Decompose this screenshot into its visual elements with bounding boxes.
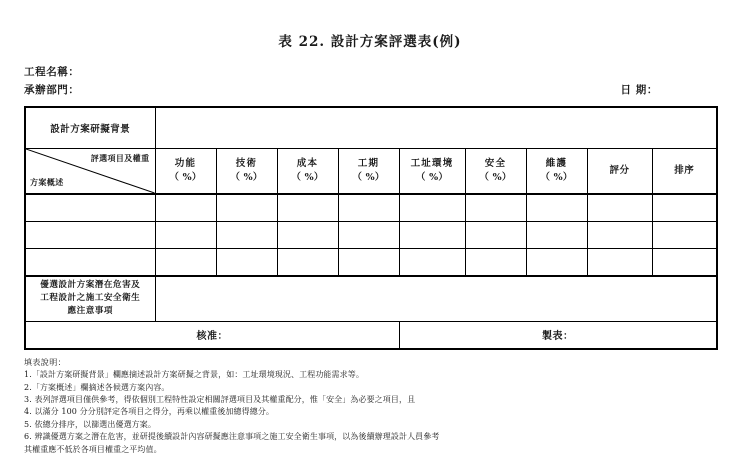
row-cell[interactable] [526, 248, 587, 276]
row-cell[interactable] [216, 221, 277, 248]
row-cell[interactable] [526, 221, 587, 248]
column-name: 工址環境 [410, 158, 454, 170]
row-cell[interactable] [587, 248, 652, 276]
project-name-row [24, 64, 716, 81]
column-header-row [25, 148, 717, 194]
row-cell[interactable] [216, 194, 277, 222]
row-scheme-cell[interactable] [25, 248, 155, 276]
page-title: 表 22. 設計方案評選表(例) [278, 34, 462, 50]
column-header-duration [338, 148, 399, 194]
row-cell[interactable] [399, 194, 465, 222]
column-name: 工期 [357, 158, 380, 170]
row-cell[interactable] [465, 221, 526, 248]
corner-bottom-label: 方案概述 [30, 176, 64, 187]
project-name-label: 工程名稱： [24, 66, 80, 79]
hazard-value[interactable] [155, 276, 717, 322]
department-date-row [24, 82, 716, 99]
row-cell[interactable] [338, 248, 399, 276]
note-item-2: 2.「方案概述」欄摘述各候選方案內容。 [24, 382, 170, 392]
background-label: 設計方案研擬背景 [25, 107, 155, 149]
table-row [25, 221, 717, 248]
row-scheme-cell[interactable] [25, 221, 155, 248]
column-name: 安全 [484, 158, 507, 170]
column-name: 技術 [235, 158, 258, 170]
background-value[interactable] [155, 107, 717, 149]
hazard-label-line3: 應注意事項 [67, 306, 113, 317]
hazard-row [25, 276, 717, 322]
column-percent: （ %） [540, 171, 573, 183]
column-percent: （ %） [291, 171, 324, 183]
note-item-1: 1.「設計方案研擬背景」欄應摘述設計方案研擬之背景，如：工址環境現況、工程功能需求等。 [24, 370, 364, 380]
evaluation-table [24, 106, 718, 350]
column-percent: （ %） [479, 171, 512, 183]
corner-diagonal-cell [25, 148, 155, 194]
department-label: 承辦部門： [24, 83, 80, 96]
row-cell[interactable] [216, 248, 277, 276]
date-label: 日 期： [620, 83, 658, 96]
column-header-site-environment [399, 148, 465, 194]
signature-row [25, 321, 717, 349]
row-cell[interactable] [155, 194, 216, 222]
row-cell[interactable] [652, 221, 717, 248]
hazard-label-line1: 優選設計方案潛在危害及 [40, 280, 141, 291]
note-item-3: 3. 表列評選項目僅供參考，得依個別工程特性設定相關評選項目及其權重配分，惟「安全」為必要之項目，且 [24, 394, 416, 404]
column-name: 功能 [174, 158, 197, 170]
row-cell[interactable] [277, 221, 338, 248]
table-row [25, 194, 717, 222]
row-cell[interactable] [399, 248, 465, 276]
column-header-technology [216, 148, 277, 194]
header-fields [24, 64, 716, 99]
hazard-label [25, 276, 155, 322]
hazard-label-line2: 工程設計之施工安全衛生 [40, 293, 141, 304]
row-cell[interactable] [277, 248, 338, 276]
corner-top-label: 評選項目及權重 [90, 152, 150, 163]
row-cell[interactable] [399, 221, 465, 248]
column-header-functionality [155, 148, 216, 194]
column-header-rank: 排序 [652, 148, 717, 194]
note-item-3-continuation: 其權重應不低於各項目權重之平均值。 [24, 444, 162, 454]
row-cell[interactable] [652, 248, 717, 276]
row-cell[interactable] [155, 221, 216, 248]
notes-title: 填表說明： [24, 357, 66, 367]
column-header-score: 評分 [587, 148, 652, 194]
column-percent: （ %） [169, 171, 202, 183]
column-percent: （ %） [352, 171, 385, 183]
row-cell[interactable] [465, 194, 526, 222]
row-cell[interactable] [338, 221, 399, 248]
background-row [25, 107, 717, 149]
row-cell[interactable] [587, 221, 652, 248]
column-header-safety [465, 148, 526, 194]
table-row [25, 248, 717, 276]
notes-section [24, 357, 716, 456]
column-name: 維護 [545, 158, 568, 170]
row-cell[interactable] [652, 194, 717, 222]
row-cell[interactable] [465, 248, 526, 276]
note-item-4: 4. 以滿分 100 分分別評定各項目之得分，再乘以權重後加總得總分。 [24, 407, 275, 417]
row-scheme-cell[interactable] [25, 194, 155, 222]
approve-field[interactable]: 核准： [25, 321, 399, 349]
row-cell[interactable] [587, 194, 652, 222]
row-cell[interactable] [277, 194, 338, 222]
note-item-5: 5. 依總分排序，以篩選出優選方案。 [24, 419, 156, 429]
note-item-6: 6. 辨識優選方案之潛在危害，並研提後續設計內容研擬應注意事項之施工安全衛生事項，以為後續辦理設計人員參考 [24, 432, 440, 442]
column-header-cost [277, 148, 338, 194]
column-percent: （ %） [415, 171, 449, 183]
prepare-field[interactable]: 製表： [399, 321, 717, 349]
row-cell[interactable] [155, 248, 216, 276]
column-percent: （ %） [230, 171, 263, 183]
row-cell[interactable] [526, 194, 587, 222]
column-name: 成本 [296, 158, 319, 170]
row-cell[interactable] [338, 194, 399, 222]
column-header-maintenance [526, 148, 587, 194]
